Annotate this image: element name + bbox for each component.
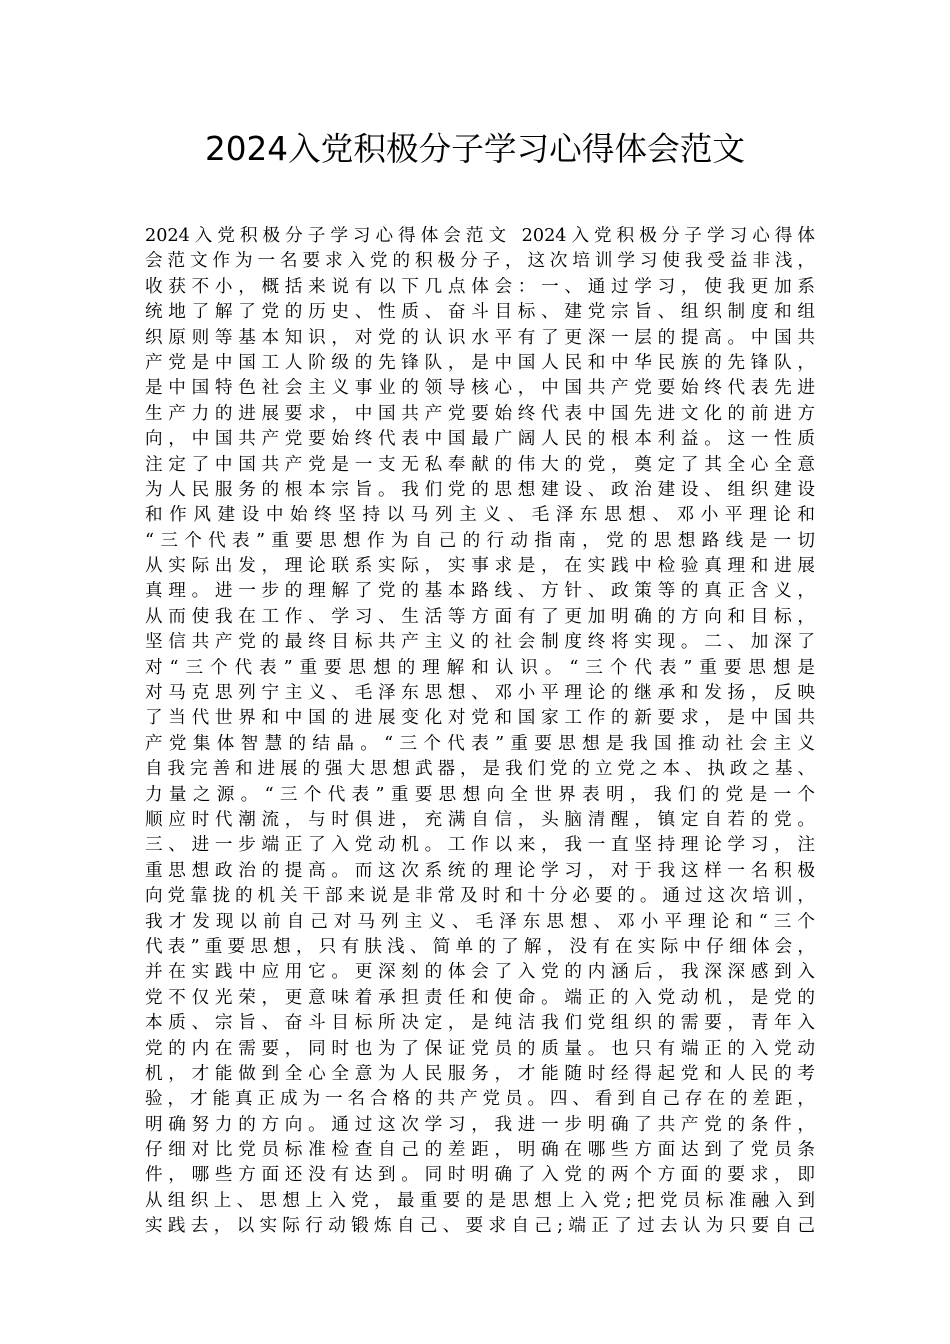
body-line: 代表”重要思想，只有肤浅、简单的了解，没有在实际中仔细体会，	[145, 936, 815, 957]
body-line: “三个代表”重要思想作为自己的行动指南，党的思想路线是一切	[145, 530, 815, 551]
body-line: 重思想政治的提高。而这次系统的理论学习，对于我这样一名积极	[145, 860, 815, 881]
body-line: 生产力的进展要求，中国共产党要始终代表中国先进文化的前进方	[145, 403, 815, 424]
body-line: 为人民服务的根本宗旨。我们党的思想建设、政治建设、组织建设	[145, 479, 815, 500]
body-line: 织原则等基本知识，对党的认识水平有了更深一层的提高。中国共	[145, 327, 815, 348]
document-title: 2024入党积极分子学习心得体会范文	[204, 130, 746, 168]
body-line: 从组织上、思想上入党，最重要的是思想上入党;把党员标准融入到	[145, 1190, 815, 1211]
body-line: 三、进一步端正了入党动机。工作以来，我一直坚持理论学习，注	[145, 835, 815, 856]
body-line: 自我完善和进展的强大思想武器，是我们党的立党之本、执政之基、	[145, 759, 815, 780]
body-line: 收获不小，概括来说有以下几点体会：一、通过学习，使我更加系	[145, 276, 815, 297]
body-line: 是中国特色社会主义事业的领导核心，中国共产党要始终代表先进	[145, 378, 815, 399]
body-line: 从而使我在工作、学习、生活等方面有了更加明确的方向和目标，	[145, 606, 815, 627]
body-line: 坚信共产党的最终目标共产主义的社会制度终将实现。二、加深了	[145, 632, 815, 653]
body-line: 对“三个代表”重要思想的理解和认识。“三个代表”重要思想是	[145, 657, 815, 678]
body-line: 力量之源。“三个代表”重要思想向全世界表明，我们的党是一个	[145, 784, 815, 805]
body-line: 向，中国共产党要始终代表中国最广阔人民的根本利益。这一性质	[145, 429, 815, 450]
body-line: 实践去，以实际行动锻炼自己、要求自己;端正了过去认为只要自己	[145, 1216, 815, 1237]
body-line: 党不仅光荣，更意味着承担责任和使命。端正的入党动机，是党的	[145, 987, 815, 1008]
body-line: 真理。进一步的理解了党的基本路线、方针、政策等的真正含义，	[145, 581, 815, 602]
body-line: 顺应时代潮流，与时俱进，充满自信，头脑清醒，镇定自若的党。	[145, 809, 815, 830]
body-line: 并在实践中应用它。更深刻的体会了入党的内涵后，我深深感到入	[145, 962, 815, 983]
body-line: 从实际出发，理论联系实际，实事求是，在实践中检验真理和进展	[145, 556, 815, 577]
body-line: 党的内在需要，同时也为了保证党员的质量。也只有端正的入党动	[145, 1038, 815, 1059]
body-line: 注定了中国共产党是一支无私奉献的伟大的党，奠定了其全心全意	[145, 454, 815, 475]
body-line: 件，哪些方面还没有达到。同时明确了入党的两个方面的要求，即	[145, 1165, 815, 1186]
body-line: 向党靠拢的机关干部来说是非常及时和十分必要的。通过这次培训，	[145, 886, 815, 907]
body-line: 2024入党积极分子学习心得体会范文 2024入党积极分子学习心得体	[145, 226, 815, 246]
document-body	[145, 224, 815, 1240]
body-line: 了当代世界和中国的进展变化对党和国家工作的新要求，是中国共	[145, 708, 815, 729]
body-line: 本质、宗旨、奋斗目标所决定，是纯洁我们党组织的需要，青年入	[145, 1013, 815, 1034]
body-line: 产党集体智慧的结晶。“三个代表”重要思想是我国推动社会主义	[145, 733, 815, 754]
body-line: 验，才能真正成为一名合格的共产党员。四、看到自己存在的差距，	[145, 1089, 815, 1110]
body-line: 我才发现以前自己对马列主义、毛泽东思想、邓小平理论和“三个	[145, 911, 815, 932]
body-line: 仔细对比党员标准检查自己的差距，明确在哪些方面达到了党员条	[145, 1140, 815, 1161]
body-line: 明确努力的方向。通过这次学习，我进一步明确了共产党的条件，	[145, 1114, 815, 1135]
body-line: 会范文作为一名要求入党的积极分子，这次培训学习使我受益非浅，	[145, 251, 815, 272]
body-line: 产党是中国工人阶级的先锋队，是中国人民和中华民族的先锋队，	[145, 352, 815, 373]
body-line: 和作风建设中始终坚持以马列主义、毛泽东思想、邓小平理论和	[145, 505, 815, 526]
body-line: 机，才能做到全心全意为人民服务，才能随时经得起党和人民的考	[145, 1063, 815, 1084]
body-line: 统地了解了党的历史、性质、奋斗目标、建党宗旨、组织制度和组	[145, 302, 815, 323]
body-line: 对马克思列宁主义、毛泽东思想、邓小平理论的继承和发扬，反映	[145, 683, 815, 704]
